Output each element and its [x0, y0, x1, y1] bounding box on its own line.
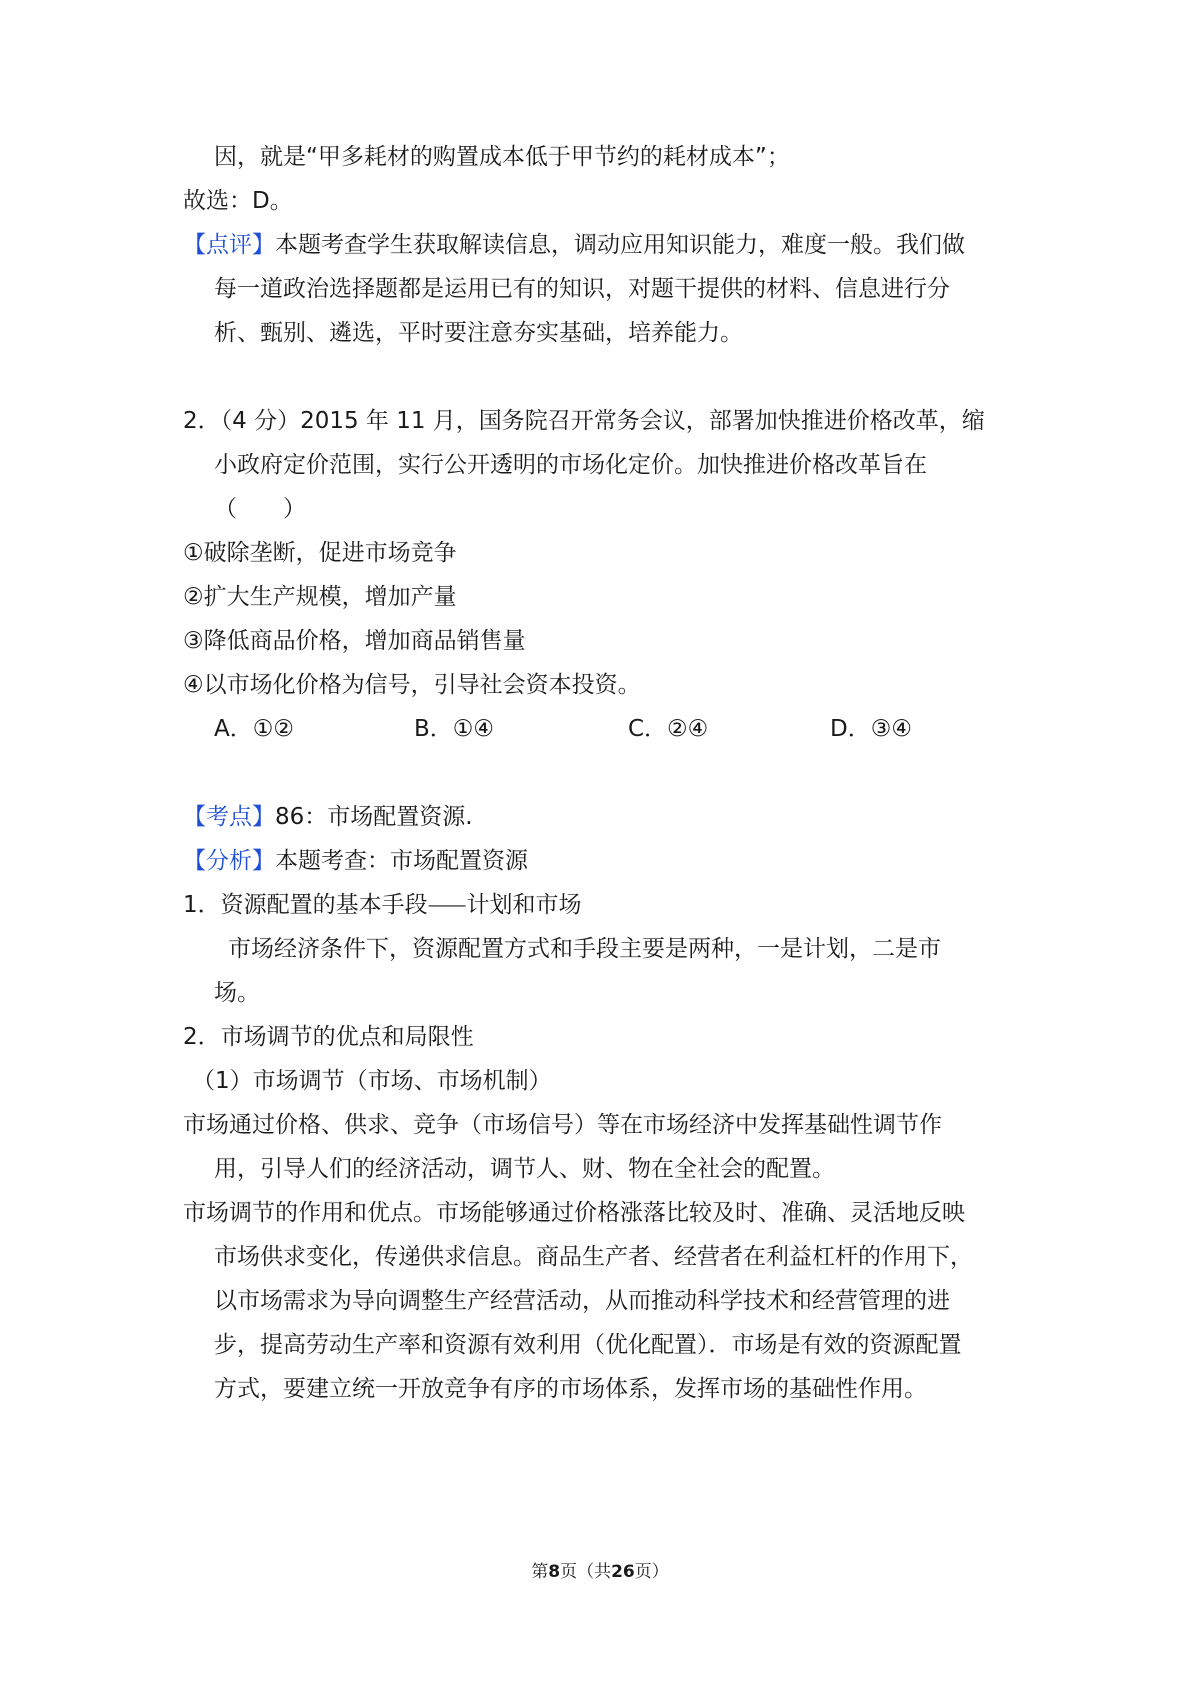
answer-line: 故选：D。	[183, 188, 293, 214]
point-line	[183, 802, 473, 832]
point-tag: 【考点】	[183, 804, 275, 830]
body-line: 场。	[214, 980, 260, 1006]
analysis-tag: 【分析】	[183, 848, 275, 874]
footer-prefix: 第	[531, 1562, 549, 1582]
review-tag: 【点评】	[183, 232, 275, 258]
answer-blank: （ ）	[214, 496, 306, 522]
body-line: 市场通过价格、供求、竞争（市场信号）等在市场经济中发挥基础性调节作	[183, 1112, 942, 1138]
section-title: 2．市场调节的优点和局限性	[183, 1024, 474, 1050]
question-item: ③降低商品价格，增加商品销售量	[183, 628, 526, 654]
review-line: 每一道政治选择题都是运用已有的知识，对题干提供的材料、信息进行分	[214, 276, 950, 302]
question-item: ④以市场化价格为信号，引导社会资本投资。	[183, 672, 641, 698]
body-line: 方式，要建立统一开放竞争有序的市场体系，发挥市场的基础性作用。	[214, 1376, 927, 1402]
body-line: 以市场需求为导向调整生产经营活动，从而推动科学技术和经营管理的进	[214, 1288, 950, 1314]
body-line: 步，提高劳动生产率和资源有效利用（优化配置）．市场是有效的资源配置	[214, 1332, 962, 1358]
review-text: 本题考查学生获取解读信息，调动应用知识能力，难度一般。我们做	[275, 232, 965, 258]
question-item: ①破除垄断，促进市场竞争	[183, 540, 457, 566]
footer-suffix: 页）	[634, 1562, 669, 1582]
question-stem: 小政府定价范围，实行公开透明的市场化定价。加快推进价格改革旨在	[214, 452, 927, 478]
option-a: A．①②	[214, 716, 294, 742]
body-line: 市场调节的作用和优点。市场能够通过价格涨落比较及时、准确、灵活地反映	[183, 1200, 965, 1226]
analysis-line	[183, 846, 528, 876]
footer-mid: 页（共	[560, 1562, 612, 1582]
footer-page: 8	[548, 1562, 561, 1582]
option-c: C．②④	[628, 716, 709, 742]
body-line: 用，引导人们的经济活动，调节人、财、物在全社会的配置。	[214, 1156, 835, 1182]
body-line: 市场经济条件下，资源配置方式和手段主要是两种，一是计划，二是市	[228, 936, 941, 962]
question-stem: 2．（4 分）2015 年 11 月，国务院召开常务会议，部署加快推进价格改革，缩	[183, 408, 985, 434]
analysis-text: 本题考查：市场配置资源	[275, 848, 528, 874]
footer-total: 26	[611, 1562, 635, 1582]
option-d: D．③④	[830, 716, 912, 742]
body-line: 市场供求变化，传递供求信息。商品生产者、经营者在利益杠杆的作用下，	[214, 1244, 973, 1270]
review-line	[183, 230, 965, 260]
option-b: B．①④	[414, 716, 495, 742]
point-text: 86：市场配置资源.	[275, 804, 473, 830]
section-title: 1．资源配置的基本手段⸺计划和市场	[183, 892, 582, 918]
text-line: 因，就是“甲多耗材的购置成本低于甲节约的耗材成本”；	[214, 144, 790, 170]
review-line: 析、甄别、遴选，平时要注意夯实基础，培养能力。	[214, 320, 743, 346]
subsection-title: （1）市场调节（市场、市场机制）	[192, 1068, 552, 1094]
page-footer	[0, 1560, 1200, 1584]
question-item: ②扩大生产规模，增加产量	[183, 584, 457, 610]
